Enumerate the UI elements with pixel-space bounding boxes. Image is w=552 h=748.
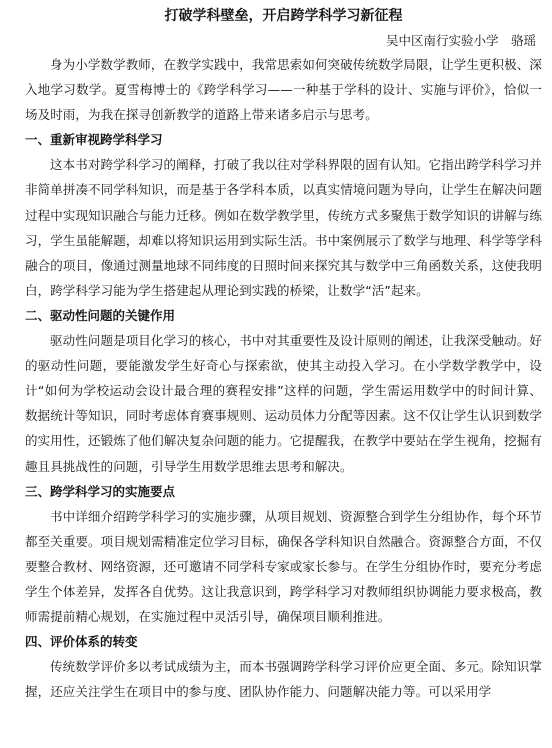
section-paragraph-3: 书中详细介绍跨学科学习的实施步骤，从项目规划、资源整合到学生分组协作，每个环节都至关重要。项目规划需精准定位学习目标，确保各学科知识自然融合。资源整合方面，不仅要整合教材、网络资源，还可邀请不同学科专家或家长参与。在学生分组协作时，要充分考虑学生个体差异，发挥各自优势。这让我意识到，跨学科学习对教师组织协调能力要求极高，教师需提前精心规划，在实施过程中灵活引导，确保项目顺利推进。 xyxy=(25,508,542,625)
section-heading-3: 三、跨学科学习的实施要点 xyxy=(25,483,176,499)
intro-paragraph: 身为小学数学教师，在教学实践中，我常思索如何突破传统数学局限，让学生更积极、深入地学习数学。夏雪梅博士的《跨学科学习——一种基于学科的设计、实施与评价》，恰似一场及时雨，为我在探寻创新教学的道路上带来诸多启示与思考。 xyxy=(25,57,542,123)
section-heading-2: 二、驱动性问题的关键作用 xyxy=(25,307,176,323)
section-paragraph-2: 驱动性问题是项目化学习的核心，书中对其重要性及设计原则的阐述，让我深受触动。好的驱动性问题，要能激发学生好奇心与探索欲，使其主动投入学习。在小学数学教学中，设计“如何为学校运动会设计最合理的赛程安排”这样的问题，学生需运用数学中的时间计算、数据统计等知识，同时考虑体育赛事规则、运动员体力分配等因素。这不仅让学生认识到数学的实用性，还锻炼了他们解决复杂问题的能力。它提醒我，在教学中要站在学生视角，挖掘有趣且具挑战性的问题，引导学生用数学思维去思考和解决。 xyxy=(25,333,542,474)
section-paragraph-4: 传统数学评价多以考试成绩为主，而本书强调跨学科学习评价应更全面、多元。除知识掌握，还应关注学生在项目中的参与度、团队协作能力、问题解决能力等。可以采用学 xyxy=(25,659,542,700)
section-heading-1: 一、重新审视跨学科学习 xyxy=(25,132,163,148)
author-line: 吴中区南行实验小学 骆瑶 xyxy=(385,33,536,48)
section-heading-4: 四、评价体系的转变 xyxy=(25,634,138,650)
document-title: 打破学科壁垒，开启跨学科学习新征程 xyxy=(164,8,403,24)
section-paragraph-1: 这本书对跨学科学习的阐释，打破了我以往对学科界限的固有认知。它指出跨学科学习并非简单拼凑不同学科知识，而是基于各学科本质，以真实情境问题为导向，让学生在解决问题过程中实现知识融合与能力迁移。例如在数学教学里，传统方式多聚焦于数学知识的讲解与练习，学生虽能解题，却难以将知识运用到实际生活。书中案例展示了数学与地理、科学等学科融合的项目，像通过测量地球不同纬度的日照时间来探究其与数学中三角函数关系，这使我明白，跨学科学习能为学生搭建起从理论到实践的桥梁，让数学“活”起来。 xyxy=(25,157,542,298)
